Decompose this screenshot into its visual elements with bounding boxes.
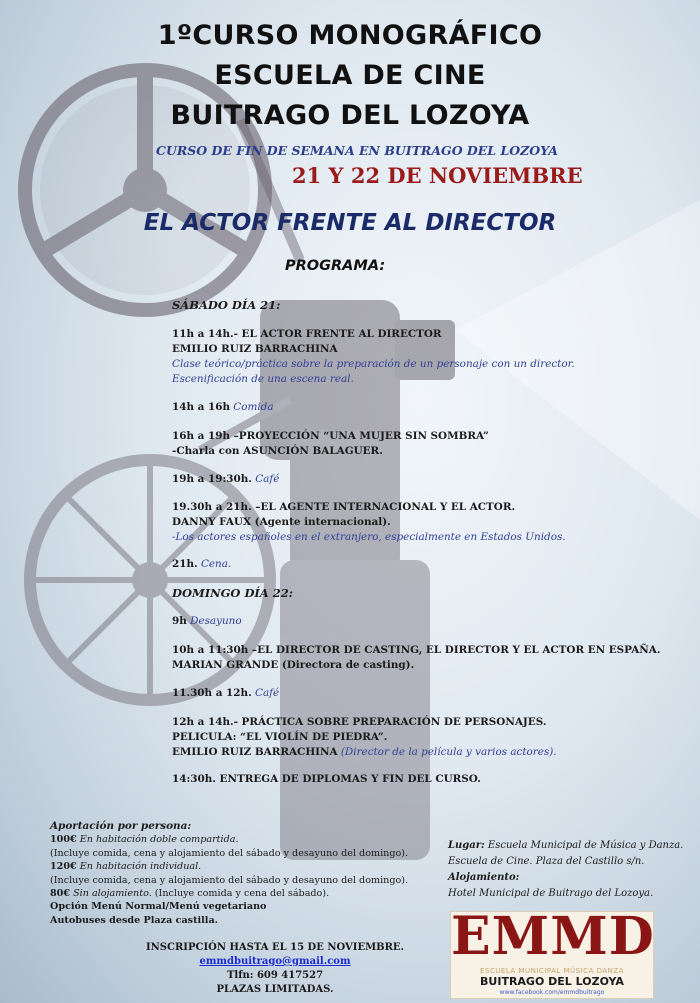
program-heading: PROGRAMA: [285, 258, 386, 274]
session-description-2: Escenificación de una escena real. [172, 373, 354, 385]
price-option-2 [50, 860, 408, 873]
session-speaker: EMILIO RUIZ BARRACHINA [172, 343, 338, 355]
price-label: Sin alojamiento. [70, 888, 152, 900]
session-time-title: 12h a 14h.- PRÁCTICA SOBRE PREPARACIÓN DE PERSONAJES. [172, 716, 547, 728]
accommodation-label: Alojamiento: [448, 872, 520, 883]
title-line-2: ESCUELA DE CINE [214, 60, 486, 91]
logo-url-link[interactable]: www.facebook.com/emmdbuitrago [499, 989, 605, 996]
session-time-title: 19.30h a 21h. –EL AGENTE INTERNACIONAL Y EL ACTOR. [172, 501, 516, 513]
title-line-3: BUITRAGO DEL LOZOYA [170, 100, 530, 131]
saturday-session-2 [172, 400, 274, 415]
title-line-1: 1ºCURSO MONOGRÁFICO [157, 20, 543, 51]
sunday-session-1 [172, 614, 242, 629]
session-speaker: DANNY FAUX (Agente internacional). [172, 516, 391, 528]
accommodation-value: Hotel Municipal de Buitrago del Lozoya. [448, 888, 654, 899]
sunday-heading: DOMINGO DÍA 22: [172, 586, 293, 600]
sunday-session-3 [172, 686, 279, 701]
course-dates: 21 Y 22 DE NOVIEMBRE [292, 163, 583, 188]
session-speaker: MARIAN GRANDE (Directora de casting). [172, 659, 415, 671]
saturday-session-6 [172, 557, 231, 572]
session-time: 14h a 16h [172, 401, 230, 413]
subtitle: CURSO DE FIN DE SEMANA EN BUITRAGO DEL LOZOYA [156, 143, 558, 158]
price-option-1 [50, 833, 408, 846]
session-text: Cena. [197, 558, 232, 570]
price-label: En habitación doble compartida. [76, 834, 239, 846]
session-time: 9h [172, 615, 187, 627]
venue-address: Escuela de Cine. Plaza del Castillo s/n. [448, 856, 645, 867]
session-time-title: 10h a 11:30h –EL DIRECTOR DE CASTING, EL DIRECTOR Y EL ACTOR EN ESPAÑA. [172, 644, 661, 656]
price-label: En habitación individual. [76, 861, 202, 873]
venue-box [448, 838, 683, 902]
session-time-title: 16h a 19h –PROYECCIÓN “UNA MUJER SIN SOMBRA” [172, 430, 489, 442]
sunday-session-5 [172, 772, 481, 787]
price-amount: 80€ [50, 888, 71, 900]
sunday-session-2 [172, 643, 660, 673]
saturday-session-5 [172, 500, 566, 545]
logo-place: BUITRAGO DEL LOZOYA [480, 975, 624, 988]
session-speaker: -Charla con ASUNCIÓN BALAGUER. [172, 445, 383, 457]
session-film: PELICULA: “EL VIOLÍN DE PIEDRA”. [172, 731, 388, 743]
course-title: EL ACTOR FRENTE AL DIRECTOR [143, 210, 557, 236]
logo-subtitle: ESCUELA MUNICIPAL MÚSICA DANZA [480, 967, 624, 975]
session-time-title: 11h a 14h.- EL ACTOR FRENTE AL DIRECTOR [172, 328, 442, 340]
saturday-session-3 [172, 429, 489, 459]
session-time: 11.30h a 12h. [172, 687, 252, 699]
venue-label: Lugar: [448, 840, 485, 851]
pricing-box [50, 820, 408, 927]
pricing-heading: Aportación por persona: [50, 820, 192, 832]
session-time: 19h a 19:30h. [172, 473, 252, 485]
price-amount: 120€ [50, 861, 77, 873]
session-speaker-line [172, 745, 557, 760]
session-description: -Los actores españoles en el extranjero, especialmente en Estados Unidos. [172, 531, 566, 543]
saturday-heading: SÁBADO DÍA 21: [172, 298, 281, 312]
sunday-session-4 [172, 715, 557, 760]
session-text: Café [251, 473, 280, 485]
limited-places: PLAZAS LIMITADAS. [216, 984, 334, 995]
venue-value: Escuela Municipal de Música y Danza. [484, 840, 684, 851]
session-description: (Director de la película y varios actores). [337, 746, 557, 758]
saturday-session-1 [172, 327, 575, 387]
venue-location [448, 838, 683, 854]
price-amount: 100€ [50, 834, 77, 846]
saturday-session-4 [172, 472, 279, 487]
price-note-1: (Incluye comida, cena y alojamiento del sábado y desayuno del domingo). [50, 847, 409, 859]
bus-info: Autobuses desde Plaza castilla. [50, 914, 219, 926]
session-description: Clase teórico/práctica sobre la preparación de un personaje con un director. [172, 358, 575, 370]
session-text: Comida [230, 401, 274, 413]
price-option-3 [50, 887, 408, 900]
session-text: Desayuno [186, 615, 242, 627]
price-note-3: (Incluye comida y cena del sábado). [151, 888, 330, 900]
registration-deadline: INSCRIPCIÓN HASTA EL 15 DE NOVIEMBRE. [145, 942, 405, 953]
price-note-2: (Incluye comida, cena y alojamiento del sábado y desayuno del domingo). [50, 874, 409, 886]
emmd-logo [450, 906, 655, 999]
session-closing: 14:30h. ENTREGA DE DIPLOMAS Y FIN DEL CURSO. [172, 773, 481, 785]
contact-email-link[interactable]: emmdbuitrago@gmail.com [199, 956, 351, 967]
registration-box [145, 941, 405, 997]
session-time: 21h. [172, 558, 198, 570]
menu-option: Opción Menú Normal/Menú vegetariano [50, 901, 267, 913]
session-text: Café [251, 687, 280, 699]
contact-phone: Tlfn: 609 417527 [226, 970, 324, 981]
session-speaker: EMILIO RUIZ BARRACHINA [172, 746, 338, 758]
logo-main-text: EMMD [451, 906, 655, 967]
